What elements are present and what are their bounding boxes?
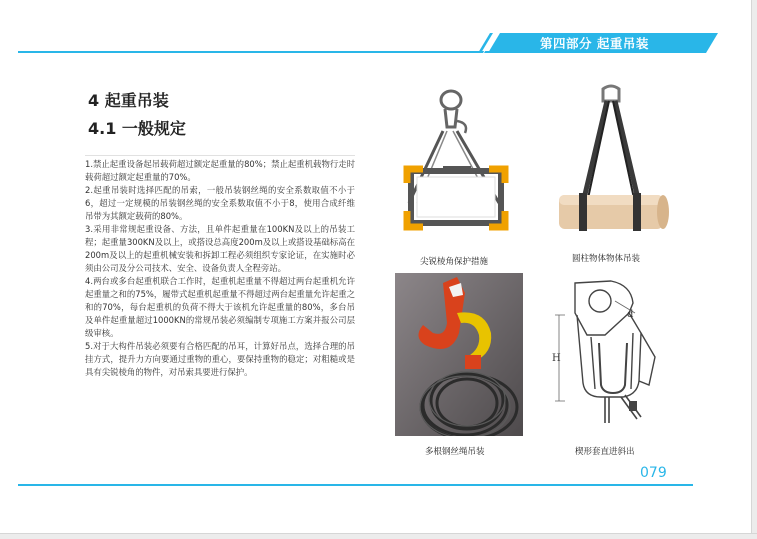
rules-list	[85, 158, 355, 379]
section-heading: 4.1 一般规定	[88, 119, 186, 138]
figure-multi-rope	[395, 273, 523, 436]
header-rule	[18, 51, 496, 53]
edge-protection-illustration	[395, 85, 523, 245]
rule-item: 2.起重吊装时选择匹配的吊索，一般吊装钢丝绳的安全系数取值不小于6，超过一定规模的吊装钢丝绳的安全系数取值不小于8，使用合成纤维吊带为其额定载荷的80%。	[85, 185, 355, 221]
rule-item: 1.禁止起重设备起吊载荷超过额定起重量的80%；禁止起重机载物行走时载荷超过额定起重量的70%。	[85, 159, 355, 182]
dimension-label-h: H	[552, 353, 561, 364]
footer-rule	[18, 484, 693, 486]
dimension-label-d: d	[627, 309, 634, 320]
figure-edge-protection	[395, 85, 523, 245]
figure-caption: 圆柱物体物体吊装	[572, 254, 641, 264]
section-title: 第四部分 起重吊装	[540, 36, 649, 51]
multi-rope-illustration	[395, 273, 523, 436]
figure-caption: 尖锐棱角保护措施	[420, 257, 489, 267]
rule-item: 4.两台或多台起重机联合工作时，起重机起重量不得超过两台起重机允许起重量之和的75%，履带式起重机起重量不得超过两台起重量允许起重之和的70%，每台起重机的负荷不得大于该机允许起重量的80%，多台吊及单件起重量超过1000KN的常规吊装必须编制专项施工方案并报公司层级审核。	[85, 276, 355, 338]
page-number: 079	[640, 465, 667, 481]
text-top-rule	[85, 155, 355, 156]
rule-item: 5.对于大构件吊装必须要有合格匹配的吊耳，计算好吊点，选择合理的吊挂方式，提升力方向要通过重物的重心，要保持重物的稳定；对粗糙或是具有尖锐棱角的物件，对吊索具要进行保护。	[85, 341, 355, 377]
page-edge	[751, 0, 757, 539]
wedge-socket-drawing	[545, 273, 673, 436]
figure-wedge-socket	[545, 273, 673, 436]
rule-item: 3.采用非常规起重设备、方法，且单件起重量在100KN及以上的吊装工程；起重量300KN及以上，或搭设总高度200m及以上或搭设基础标高在200m及以上的起重机械安装和拆卸工程必须组织专家论证，在实施时必须由公司及分公司技术、安全、设备负责人全程旁站。	[85, 224, 355, 273]
chapter-heading: 4 起重吊装	[88, 91, 169, 110]
figure-caption: 多根钢丝绳吊装	[425, 447, 485, 457]
figure-cylinder-lifting	[545, 83, 673, 243]
page-edge	[0, 533, 757, 539]
figure-caption: 楔形套直进斜出	[575, 447, 635, 457]
cylinder-lifting-illustration	[545, 83, 673, 243]
